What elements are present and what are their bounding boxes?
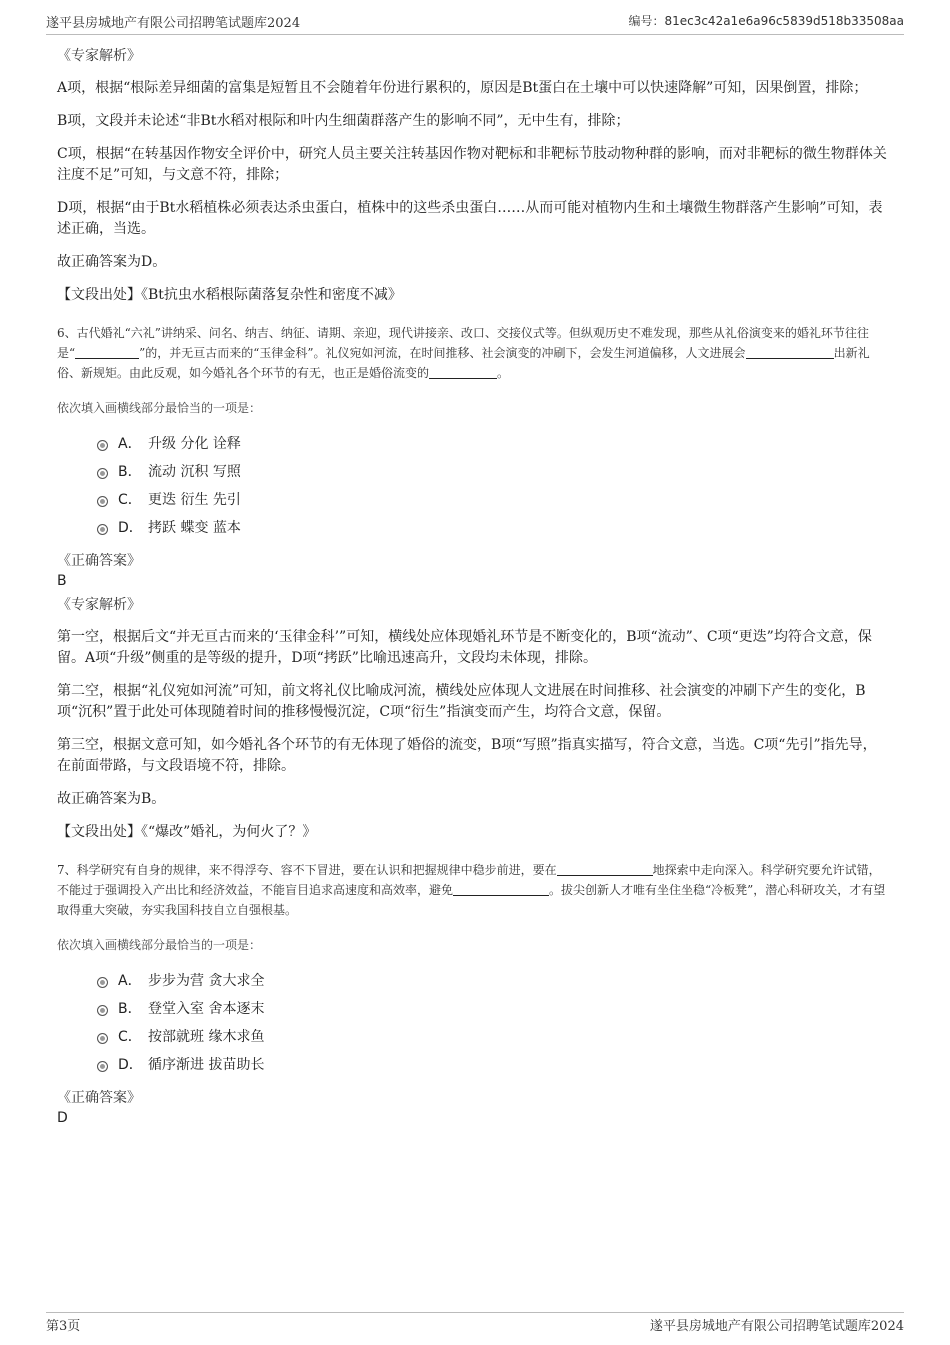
radio-icon[interactable]: [97, 1033, 108, 1044]
analysis-paragraph: B项，文段并未论述“非Bt水稻对根际和叶内生细菌群落产生的影响不同”，无中生有，排除；: [57, 113, 630, 129]
q5-analysis: [57, 46, 887, 305]
blank-2: [453, 881, 549, 896]
analysis-paragraph: C项，根据“在转基因作物安全评价中，研究人员主要关注转基因作物对靶标和非靶标节肢动物种群的影响，而对非靶标的微生物群体关注度不足”可知，与文意不符，排除；: [57, 146, 887, 183]
q6-text-4: 。: [497, 366, 510, 380]
q6-text-3: 出新礼俗、新规矩。由此反观，如今婚礼各个环节的有无，也正是婚俗流变的: [57, 346, 870, 380]
analysis-conclusion: 故正确答案为D。: [57, 254, 167, 270]
radio-icon[interactable]: [97, 977, 108, 988]
analysis-paragraph: 第三空，根据文意可知，如今婚礼各个环节的有无体现了婚俗的流变，B项“写照”指真实描写，符合文意，当选。C项“先引”指先导，在前面带路，与文段语境不符，排除。: [57, 737, 877, 774]
radio-icon[interactable]: [97, 1061, 108, 1072]
radio-icon[interactable]: [97, 468, 108, 479]
analysis-paragraph: A项，根据“根际差异细菌的富集是短暂且不会随着年份进行累积的，原因是Bt蛋白在土壤中可以快速降解”可知，因果倒置，排除；: [57, 80, 868, 96]
correct-answer: D: [57, 1110, 68, 1126]
text-source: 【文段出处】《Bt抗虫水稻根际菌落复杂性和密度不减》: [57, 287, 402, 303]
question-6-stem: [57, 323, 887, 383]
blank-2: [746, 344, 834, 359]
radio-icon[interactable]: [97, 496, 108, 507]
text-source: 【文段出处】《“爆改”婚礼，为何火了？》: [57, 824, 317, 840]
expert-analysis-label: 《专家解析》: [57, 48, 141, 64]
q6-options: [97, 429, 887, 541]
q7-text-1: 7、科学研究有自身的规律，来不得浮夸、容不下冒进，要在认识和把握规律中稳步前进，要在: [57, 863, 557, 877]
q7-text-3: 。拔尖创新人才唯有坐住坐稳“冷板凳”，潜心科研攻关，才有望取得重大突破，夯实我国科技自立自强根基。: [57, 883, 886, 917]
q6-option-b[interactable]: B． 流动 沉积 写照: [97, 457, 887, 485]
q6-option-a[interactable]: A． 升级 分化 诠释: [97, 429, 887, 457]
q6-option-d[interactable]: D． 拷跃 蝶变 蓝本: [97, 513, 887, 541]
page-footer: [46, 1312, 904, 1334]
header-title: 遂平县房城地产有限公司招聘笔试题库2024: [46, 16, 301, 31]
blank-3: [429, 364, 497, 379]
correct-answer-label: 《正确答案》: [57, 1090, 141, 1106]
page-content: [57, 46, 887, 1132]
analysis-paragraph: D项，根据“由于Bt水稻植株必须表达杀虫蛋白，植株中的这些杀虫蛋白……从而可能对植物内生和土壤微生物群落产生影响”可知，表述正确，当选。: [57, 200, 883, 237]
q7-option-b[interactable]: B． 登堂入室 舍本逐末: [97, 994, 887, 1022]
radio-icon[interactable]: [97, 524, 108, 535]
footer-title: 遂平县房城地产有限公司招聘笔试题库2024: [649, 1319, 904, 1334]
q7-option-c[interactable]: C． 按部就班 缘木求鱼: [97, 1022, 887, 1050]
q7-text-2: 地探索中走向深入。科学研究要允许试错，不能过于强调投入产出比和经济效益，不能盲目追求高速度和高效率，避免: [57, 863, 881, 897]
expert-analysis-label: 《专家解析》: [57, 597, 141, 613]
radio-icon[interactable]: [97, 1005, 108, 1016]
question-7-stem: [57, 860, 887, 920]
correct-answer-label: 《正确答案》: [57, 553, 141, 569]
q6-option-c[interactable]: C． 更迭 衍生 先引: [97, 485, 887, 513]
q7-options: [97, 966, 887, 1078]
document-code: 编号：81ec3c42a1e6a96c5839d518b33508aa: [628, 14, 904, 28]
q7-instruction: 依次填入画横线部分最恰当的一项是：: [57, 938, 262, 952]
blank-1: [75, 344, 139, 359]
analysis-paragraph: 第二空，根据“礼仪宛如河流”可知，前文将礼仪比喻成河流，横线处应体现人文进展在时间推移、社会演变的冲刷下产生的变化，B项“沉积”置于此处可体现随着时间的推移慢慢沉淀，C项“衍生”指演变而产生，均符合文意，保留。: [57, 683, 866, 720]
page-number: 第3页: [46, 1319, 81, 1334]
q7-option-d[interactable]: D． 循序渐进 拔苗助长: [97, 1050, 887, 1078]
analysis-paragraph: 第一空，根据后文“并无亘古而来的‘玉律金科’”可知，横线处应体现婚礼环节是不断变化的，B项“流动”、C项“更迭”均符合文意，保留。A项“升级”侧重的是等级的提升，D项“拷跃”比喻迅速高升，文段均未体现，排除。: [57, 629, 872, 666]
analysis-conclusion: 故正确答案为B。: [57, 791, 166, 807]
correct-answer: B: [57, 573, 67, 589]
q6-instruction: 依次填入画横线部分最恰当的一项是：: [57, 401, 262, 415]
q6-text-1: 6、古代婚礼“六礼”讲纳采、问名、纳吉、纳征、请期、亲迎，现代讲接亲、改口、交接仪式等。但纵观历史不难发现，那些从礼俗演变来的婚礼环节往往是“: [57, 326, 869, 360]
page-header: [46, 12, 904, 35]
blank-1: [557, 861, 653, 876]
q6-text-2: ”的，并无亘古而来的“玉律金科”。礼仪宛如河流，在时间推移、社会演变的冲刷下，会发生河道偏移，人文进展会: [139, 346, 746, 360]
q7-option-a[interactable]: A． 步步为营 贪大求全: [97, 966, 887, 994]
radio-icon[interactable]: [97, 440, 108, 451]
